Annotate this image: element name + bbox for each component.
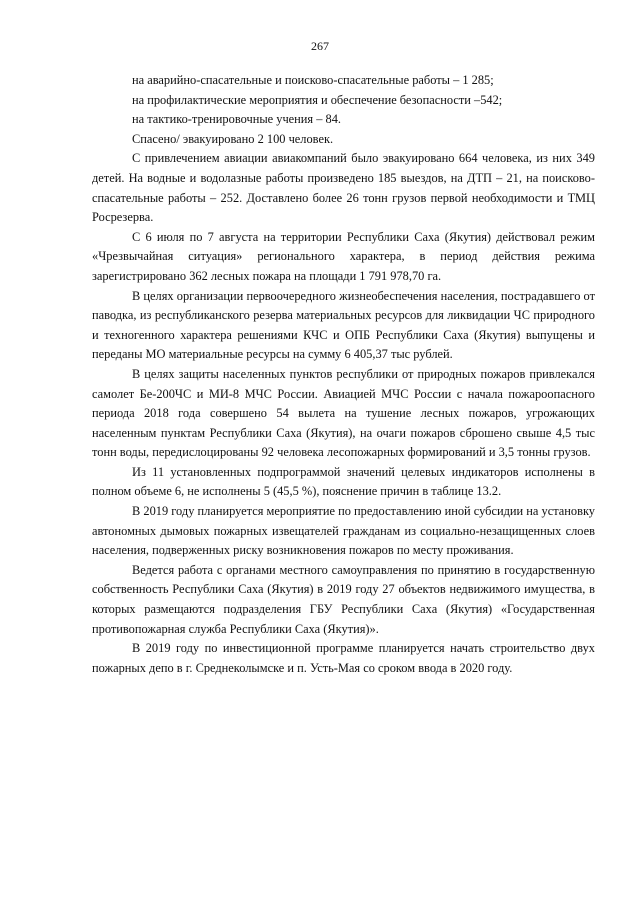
paragraph-emergency-regime: С 6 июля по 7 августа на территории Республики Саха (Якутия) действовал режим «Чрезвычайная ситуация» регионального характера, в период действия режима зарегистрировано 362 лесных пожара на площади 1 791 978,70 га.: [92, 229, 595, 283]
list-line: на аварийно-спасательные и поисково-спасательные работы – 1 285;: [132, 73, 494, 87]
paragraph-indicators: Из 11 установленных подпрограммой значений целевых индикаторов исполнены в полном объеме 6, не исполнены 5 (45,5 %), пояснение причин в таблице 13.2.: [92, 464, 595, 499]
paragraph-fire-depots: В 2019 году по инвестиционной программе планируется начать строительство двух пожарных депо в г. Среднеколымске и п. Усть-Мая со сроком ввода в 2020 году.: [92, 641, 595, 675]
list-line: на тактико-тренировочные учения – 84.: [132, 112, 342, 127]
list-line: Спасено/ эвакуировано 2 100 человек.: [132, 131, 334, 146]
list-line: на профилактические мероприятия и обеспечение безопасности –542;: [132, 92, 503, 107]
paragraph-flood-relief: В целях организации первоочередного жизнеобеспечения населения, пострадавшего от паводка, из республиканского резерва материальных ресурсов для ликвидации ЧС природного и техногенного характера решениями КЧС и ОПБ Республики Саха (Якутия) выпущены и переданы МО материальные ресурсы на сумму 6 405,37 тыс рублей.: [92, 288, 595, 362]
document-body: [92, 71, 595, 678]
paragraph-aviation: В целях защиты населенных пунктов республики от природных пожаров привлекался самолет Бе-200ЧС и МИ-8 МЧС России. Авиацией МЧС России с начала пожароопасного периода 2018 года совершено 54 вылета на тушение лесных пожаров, угрожающих населенным пунктам Республики Саха (Якутия), на очаги пожаров сброшено свыше 4,5 тыс тонн воды, передислоцированы 92 человека лесопожарных формирований и 3,5 тонны грузов.: [92, 366, 595, 460]
paragraph-evacuation: С привлечением авиации авиакомпаний было эвакуировано 664 человека, из них 349 детей. На водные и водолазные работы произведено 185 выездов, на ДТП – 21, на поисково-спасательные работы – 252. Доставлено более 26 тонн грузов первой необходимости и ТМЦ Росрезерва.: [92, 151, 595, 225]
paragraph-smoke-detectors: В 2019 году планируется мероприятие по предоставлению иной субсидии на установку автономных дымовых пожарных извещателей гражданам из социально-незащищенных слоев населения, подверженных риску возникновения пожаров по месту проживания.: [92, 504, 595, 558]
page-number: 267: [311, 39, 329, 53]
paragraph-property-transfer: Ведется работа с органами местного самоуправления по принятию в государственную собственность Республики Саха (Якутия) в 2019 году 27 объектов недвижимого имущества, в которых размещаются подразделения ГБУ Республики Саха (Якутия) «Государственная противопожарная служба Республики Саха (Якутия)».: [92, 562, 595, 636]
